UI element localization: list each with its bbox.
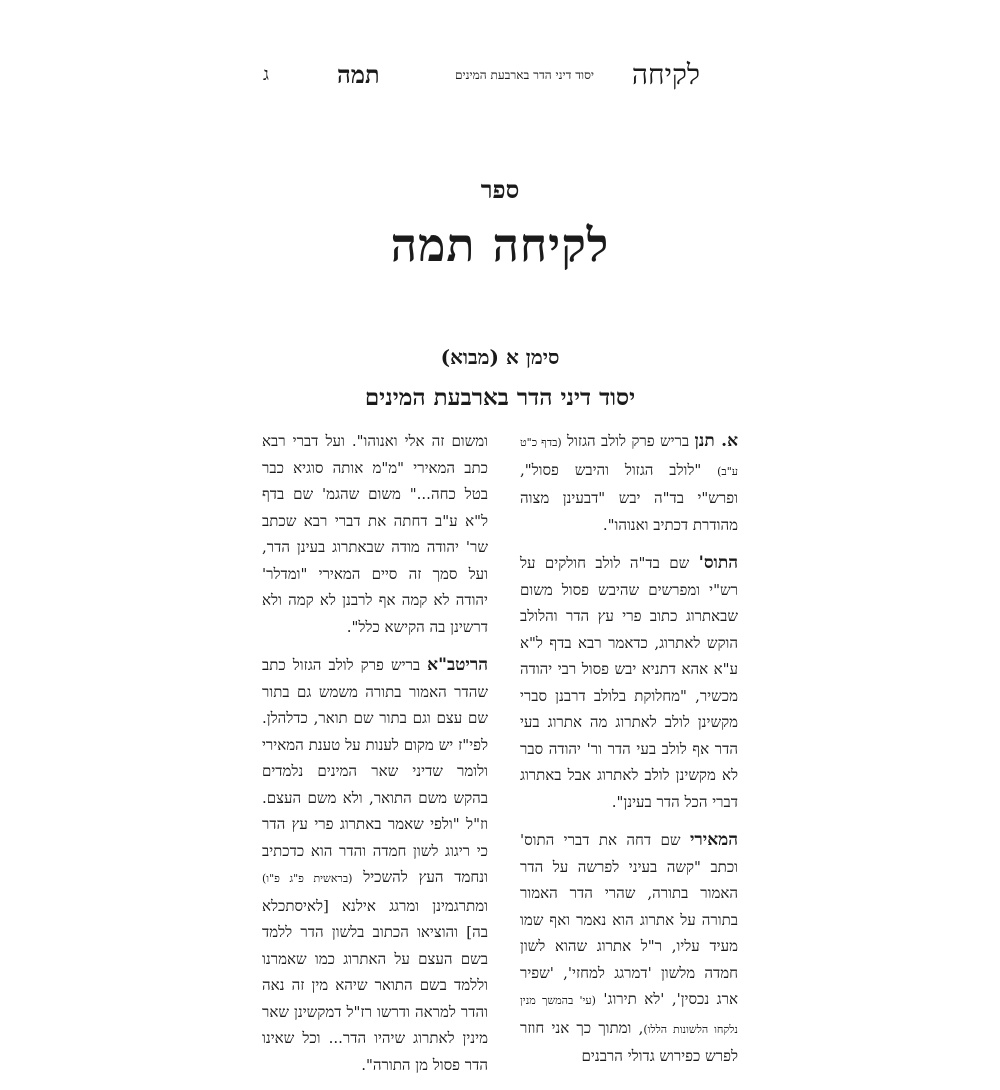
paragraph-lead: המאירי bbox=[689, 830, 738, 850]
paragraph-text: ומתרגמינן ומרגג אילנא [לאיסתכלא בה] והוציאו הכתוב בלשון הדר ללמד בשם העצם על האתרוג כמו שאמרנו וללמד בשם התואר שיהא מין זה נאה והדר למראה ודרשו רז"ל דמקשינן שאר מינין לאתרוג שיהיו הדר... וכל שאינו הדר פסול מן התורה". bbox=[262, 896, 488, 1074]
text-column-right bbox=[520, 428, 738, 1082]
paragraph bbox=[520, 428, 738, 538]
siman-heading: סימן א (מבוא) bbox=[440, 345, 560, 369]
paragraph bbox=[520, 827, 738, 1070]
paragraph-text: "לולב הגזול והיבש פסול", ופרש"י בד"ה יבש "דבעינן מצוה מהודרת דכתיב ואנוהו". bbox=[520, 460, 738, 534]
paragraph-lead: התוס' bbox=[698, 553, 738, 573]
book-title: לקיחה תמה bbox=[390, 218, 610, 272]
paragraph-lead: הריטב"א bbox=[427, 655, 488, 675]
section-subject: יסוד דיני הדר בארבעת המינים bbox=[364, 384, 636, 411]
paragraph-citation: (בראשית פ"ג פ"ו) bbox=[262, 872, 353, 885]
paragraph-lead: א. תנן bbox=[694, 431, 738, 451]
paragraph bbox=[262, 652, 488, 1078]
paragraph-text: שם בד"ה לולב חולקים על רש"י ומפרשים שהיבש פסול משום שבאתרוג כתוב פרי עץ הדר והלולב הוקש לאתרוג, כדאמר רבא בדף ל"א ע"א אהא דתניא יבש פסול רבי יהודה מכשיר, "מחלוקת בלולב דרבנן סברי מקשינן לולב לאתרוג מה אתרוג בעי הדר אף לולב בעי הדר ור' יהודה סבר לא מקשינן לולב לאתרוג אבל באתרוג דברי הכל הדר בעינן". bbox=[520, 554, 738, 811]
header-book-short: תמה bbox=[337, 60, 380, 89]
paragraph-citation: (עי' בהמשך מנין נלקחו הלשונות הללו) bbox=[520, 994, 739, 1036]
paragraph-text: ומשום זה אלי ואנוהו". ועל דברי רבא כתב המאירי "מ"מ אותה סוגיא כבר בטל כחה..." משום שהגמ' שם בדף ל"א ע"ב דחתה את דברי רבא שכתב שר' יהודה מודה שבאתרוג בעינן הדר, ועל סמך זה סיים המאירי "ומדלר' יהודה לא קמה אף לרבנן לא קמה ולא דרשינן בה הקישא כלל". bbox=[262, 432, 488, 636]
paragraph-text: בריש פרק לולב הגזול כתב שהדר האמור בתורה משמש גם בתור שם עצם וגם בתור שם תואר, כדלהלן. לפי"ז יש מקום לענות על טענת המאירי ולומר שדיני שאר המינים נלמדים בהקש משם התואר, ולא משם העצם. וז"ל "ולפי שאמר באתרוג פרי עץ הדר כי ריגוג לשון חמדה והדר הוא כדכתיב ונחמד העץ להשכיל bbox=[262, 656, 488, 886]
sefer-label: ספר bbox=[480, 175, 520, 204]
page-number: ג bbox=[263, 64, 269, 85]
paragraph-text: , ומתוך כך אני חוזר לפרש כפירוש גדולי הרבנים bbox=[520, 1018, 738, 1065]
paragraph-text: שם דחה את דברי התוס' וכתב "קשה בעיני לפרשה על הדר האמור בתורה, שהרי הדר האמור בתורה על אתרוג הוא נאמר ואף שמו מעיד עליו, ר"ל אתרוג שהוא לשון חמדה מלשון 'דמרגג למחזי', 'שפיר ארג נכסין', 'לא תירוג' bbox=[520, 831, 738, 1008]
text-column-left bbox=[262, 428, 488, 1090]
header-book-name: לקיחה bbox=[631, 58, 700, 91]
paragraph bbox=[262, 428, 488, 640]
paragraph bbox=[520, 550, 738, 815]
running-title: יסוד דיני הדר בארבעת המינים bbox=[455, 68, 595, 82]
paragraph-citation: (בדף כ"ט ע"ב) bbox=[520, 436, 738, 478]
running-header bbox=[255, 58, 700, 98]
paragraph-text: בריש פרק לולב הגזול bbox=[561, 432, 695, 450]
